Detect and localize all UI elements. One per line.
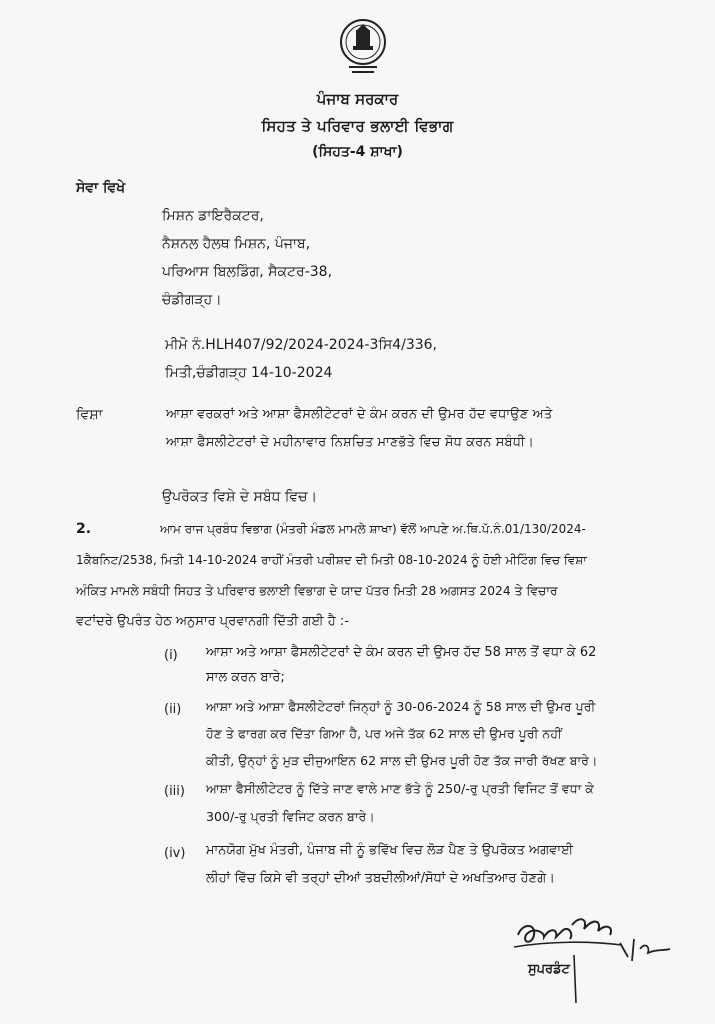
addressee-line: ਮਿਸ਼ਨ ਡਾਇਰੈਕਟਰ, xyxy=(162,208,264,224)
para-line: ਵਟਾਂਦਰੇ ਉਪਰੰਤ ਹੇਠ ਅਨੁਸਾਰ ਪ੍ਰਵਾਨਗੀ ਦਿੱਤੀ ਗਈ ਹੈ :- xyxy=(76,614,349,629)
para-line: ਆਮ ਰਾਜ ਪ੍ਰਬੰਧ ਵਿਭਾਗ (ਮੰਤਰੀ ਮੰਡਲ ਮਾਮਲੇ ਸ਼ਾਖਾ) ਵੱਲੋਂ ਆਪਣੇ ਅ.ਥਿ.ਪੱ.ਨੰ.01/130/2024- xyxy=(160,522,586,536)
memo-date: ਮਿਤੀ,ਚੰਡੀਗੜ੍ਹ 14-10-2024 xyxy=(165,365,333,381)
para-line: 1ਕੈਬਨਿਟ/2538, ਮਿਤੀ 14-10-2024 ਰਾਹੀਂ ਮੰਤਰੀ ਪਰੀਸ਼ਦ ਦੀ ਮਿਤੀ 08-10-2024 ਨੂੰ ਹੋਈ ਮੀਟਿੰਗ ਵਿਚ ਵਿਸ਼ਾ xyxy=(76,553,587,567)
item-line: 300/-ਰੁ ਪ੍ਰਤੀ ਵਿਜਿਟ ਕਰਨ ਬਾਰੇ। xyxy=(206,809,375,824)
handwritten-signature-icon xyxy=(510,905,680,1005)
salutation: ਸੇਵਾ ਵਿਖੇ xyxy=(76,180,126,196)
reference-line: ਉਪਰੋਕਤ ਵਿਸ਼ੇ ਦੇ ਸਬੰਧ ਵਿਚ। xyxy=(162,489,318,505)
addressee-line: ਪਰਿਆਸ ਬਿਲਡਿੰਗ, ਸੈਕਟਰ-38, xyxy=(162,264,333,280)
para-number: 2. xyxy=(76,521,92,537)
item-line: ਆਸ਼ਾ ਅਤੇ ਆਸ਼ਾ ਫੈਸਲੀਟੇਟਰਾਂ ਜਿਨ੍ਹਾਂ ਨੂੰ 30-06-2024 ਨੂੰ 58 ਸਾਲ ਦੀ ਉਮਰ ਪੂਰੀ xyxy=(206,699,596,714)
subject-label: ਵਿਸ਼ਾ xyxy=(76,407,103,423)
item-number: (iii) xyxy=(164,784,185,799)
item-number: (ii) xyxy=(164,702,182,717)
addressee-line: ਚੰਡੀਗੜ੍ਹ। xyxy=(162,292,222,308)
para-line: ਅੰਕਿਤ ਮਾਮਲੇ ਸਬੰਧੀ ਸਿਹਤ ਤੇ ਪਰਿਵਾਰ ਭਲਾਈ ਵਿਭਾਗ ਦੇ ਯਾਦ ਪੱਤਰ ਮਿਤੀ 28 ਅਗਸਤ 2024 ਤੇ ਵਿਚਾਰ xyxy=(76,584,558,598)
subject-line: ਆਸ਼ਾ ਵਰਕਰਾਂ ਅਤੇ ਆਸ਼ਾ ਫੈਸਲੀਟੇਟਰਾਂ ਦੇ ਕੰਮ ਕਰਨ ਦੀ ਉਮਰ ਹੱਦ ਵਧਾਉਣ ਅਤੇ xyxy=(166,407,553,422)
item-line: ਸਾਲ ਕਰਨ ਬਾਰੇ; xyxy=(206,670,285,685)
item-line: ਹੋਣ ਤੇ ਫਾਰਗ ਕਰ ਦਿੱਤਾ ਗਿਆ ਹੈ, ਪਰ ਅਜੇ ਤੱਕ 62 ਸਾਲ ਦੀ ਉਮਰ ਪੂਰੀ ਨਹੀਂ xyxy=(206,726,562,741)
signature-title: ਸੁਪਰਡੰਟ xyxy=(528,962,570,977)
header-department: ਸਿਹਤ ਤੇ ਪਰਿਵਾਰ ਭਲਾਈ ਵਿਭਾਗ xyxy=(261,117,454,135)
item-number: (iv) xyxy=(164,846,186,861)
header-branch: (ਸਿਹਤ-4 ਸ਼ਾਖਾ) xyxy=(312,144,403,160)
addressee-line: ਨੈਸ਼ਨਲ ਹੈਲਥ ਮਿਸ਼ਨ, ਪੰਜਾਬ, xyxy=(162,236,311,252)
header-government: ਪੰਜਾਬ ਸਰਕਾਰ xyxy=(316,90,399,108)
subject-line: ਆਸ਼ਾ ਫੈਸਲੀਟੇਟਰਾਂ ਦੇ ਮਹੀਨਾਵਾਰ ਨਿਸ਼ਚਿਤ ਮਾਣਭੱਤੇ ਵਿਚ ਸੋਧ ਕਰਨ ਸਬੰਧੀ। xyxy=(166,435,534,450)
item-line: ਲੀਹਾਂ ਵਿੱਚ ਕਿਸੇ ਵੀ ਤਰ੍ਹਾਂ ਦੀਆਂ ਤਬਦੀਲੀਆਂ/ਸੋਧਾਂ ਦੇ ਅਖਤਿਆਰ ਹੋਣਗੇ। xyxy=(206,871,555,886)
item-line: ਕੀਤੀ, ਉਨ੍ਹਾਂ ਨੂੰ ਮੁੜ ਦੀਜੁਆਇਨ 62 ਸਾਲ ਦੀ ਉਮਰ ਪੂਰੀ ਹੋਣ ਤੱਕ ਜਾਰੀ ਰੱਖਣ ਬਾਰੇ। xyxy=(206,753,598,768)
item-line: ਮਾਨਯੋਗ ਮੁੱਖ ਮੰਤਰੀ, ਪੰਜਾਬ ਜੀ ਨੂੰ ਭਵਿੱਖ ਵਿਚ ਲੋੜ ਪੈਣ ਤੇ ਉਪਰੋਕਤ ਅਗਵਾਈ xyxy=(206,843,574,858)
item-number: (i) xyxy=(164,648,178,663)
item-line: ਆਸ਼ਾ ਫੈਸੀਲੀਟੇਟਰ ਨੂੰ ਦਿੱਤੇ ਜਾਣ ਵਾਲੇ ਮਾਣ ਭੱਤੇ ਨੂੰ 250/-ਰੁ ਪ੍ਰਤੀ ਵਿਜਿਟ ਤੋਂ ਵਧਾ ਕੇ xyxy=(206,781,594,796)
memo-number: ਮੀਮੋ ਨੰ.HLH407/92/2024-2024-3ਸਿ4/336, xyxy=(165,337,438,353)
state-emblem-icon xyxy=(339,18,387,80)
item-line: ਆਸ਼ਾ ਅਤੇ ਆਸ਼ਾ ਫੈਸਲੀਟੇਟਰਾਂ ਦੇ ਕੰਮ ਕਰਨ ਦੀ ਉਮਰ ਹੱਦ 58 ਸਾਲ ਤੋਂ ਵਧਾ ਕੇ 62 xyxy=(206,645,597,660)
